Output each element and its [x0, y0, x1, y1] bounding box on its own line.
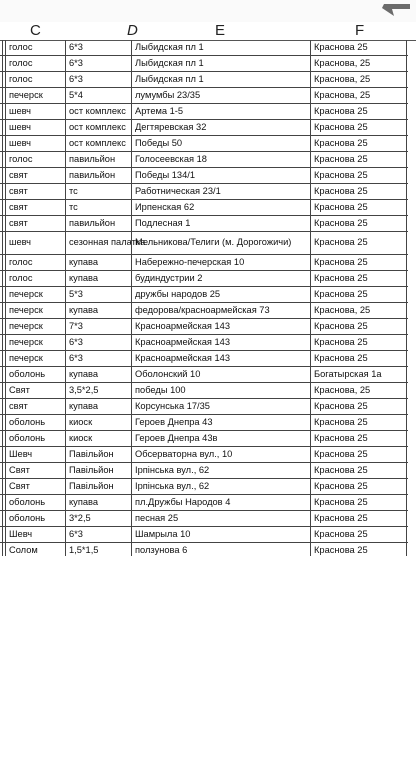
cell-d[interactable]: 6*3: [65, 335, 131, 350]
table-row: [0, 447, 408, 463]
cell-d[interactable]: купава: [65, 303, 131, 318]
cell-f[interactable]: Краснова, 25: [310, 56, 407, 71]
cell-e[interactable]: Обсерваторна вул., 10: [131, 447, 310, 462]
cell-d[interactable]: сезонная палатка: [65, 232, 131, 254]
cell-c[interactable]: Солом: [5, 543, 65, 558]
top-toolbar: [0, 0, 416, 22]
cell-c[interactable]: печерск: [5, 88, 65, 103]
cell-d[interactable]: тс: [65, 200, 131, 215]
cell-e[interactable]: Корсунська 17/35: [131, 399, 310, 414]
cell-c[interactable]: печерск: [5, 319, 65, 334]
table-row: [0, 511, 408, 527]
cell-e[interactable]: Голосеевская 18: [131, 152, 310, 167]
cell-e[interactable]: Героев Днепра 43: [131, 415, 310, 430]
cell-e[interactable]: Мельникова/Телиги (м. Дорогожичи): [131, 232, 310, 254]
cell-f[interactable]: Краснова 25: [310, 415, 407, 430]
cell-d[interactable]: павильйон: [65, 152, 131, 167]
cell-f[interactable]: Краснова, 25: [310, 383, 407, 398]
table-row: [0, 56, 408, 72]
cell-c[interactable]: свят: [5, 168, 65, 183]
cell-d[interactable]: павильйон: [65, 216, 131, 231]
cell-f[interactable]: Краснова 25: [310, 40, 407, 55]
table-row: [0, 479, 408, 495]
cell-e[interactable]: дружбы народов 25: [131, 287, 310, 302]
table-row: [0, 367, 408, 383]
cell-c[interactable]: шевч: [5, 232, 65, 254]
cell-e[interactable]: Оболонский 10: [131, 367, 310, 382]
cell-e[interactable]: победы 100: [131, 383, 310, 398]
cell-e[interactable]: федорова/красноармейская 73: [131, 303, 310, 318]
cell-e[interactable]: Шамрыла 10: [131, 527, 310, 542]
cell-f[interactable]: Краснова 25: [310, 271, 407, 286]
cell-e[interactable]: Дегтяревская 32: [131, 120, 310, 135]
cell-d[interactable]: ост комплекс: [65, 120, 131, 135]
cell-d[interactable]: ост комплекс: [65, 104, 131, 119]
cell-f[interactable]: Краснова 25: [310, 120, 407, 135]
table-row: [0, 271, 408, 287]
table-row: [0, 72, 408, 88]
cell-e[interactable]: песная 25: [131, 511, 310, 526]
cell-f[interactable]: Краснова 25: [310, 431, 407, 446]
cell-f[interactable]: Краснова 25: [310, 543, 407, 558]
cell-d[interactable]: 7*3: [65, 319, 131, 334]
cell-e[interactable]: Красноармейская 143: [131, 319, 310, 334]
cell-c[interactable]: шевч: [5, 104, 65, 119]
table-row: [0, 200, 408, 216]
cell-c[interactable]: Шевч: [5, 527, 65, 542]
cell-c[interactable]: печерск: [5, 351, 65, 366]
cell-d[interactable]: тс: [65, 184, 131, 199]
cell-c[interactable]: оболонь: [5, 495, 65, 510]
cell-c[interactable]: оболонь: [5, 415, 65, 430]
table-row: [0, 527, 408, 543]
cell-c[interactable]: голос: [5, 40, 65, 55]
cell-c[interactable]: печерск: [5, 335, 65, 350]
cell-c[interactable]: голос: [5, 56, 65, 71]
cell-f[interactable]: Краснова 25: [310, 136, 407, 151]
cell-f[interactable]: Краснова, 25: [310, 303, 407, 318]
cell-f[interactable]: Краснова 25: [310, 527, 407, 542]
spreadsheet-grid: [0, 40, 408, 591]
cell-f[interactable]: Краснова, 25: [310, 88, 407, 103]
cell-c[interactable]: шевч: [5, 120, 65, 135]
cell-f[interactable]: Краснова 25: [310, 463, 407, 478]
table-row: [0, 152, 408, 168]
cell-f[interactable]: Краснова 25: [310, 495, 407, 510]
table-row: [0, 399, 408, 415]
cell-e[interactable]: Красноармейская 143: [131, 351, 310, 366]
table-row: [0, 287, 408, 303]
cell-f[interactable]: Краснова 25: [310, 216, 407, 231]
cell-d[interactable]: купава: [65, 495, 131, 510]
cell-f[interactable]: Краснова 25: [310, 168, 407, 183]
cell-e[interactable]: Героев Днепра 43в: [131, 431, 310, 446]
cell-e[interactable]: ползунова 6: [131, 543, 310, 558]
cell-c[interactable]: оболонь: [5, 367, 65, 382]
empty-area: [0, 556, 416, 767]
cell-d[interactable]: 3,5*2,5: [65, 383, 131, 398]
column-header-f[interactable]: F: [355, 22, 365, 39]
column-header-e[interactable]: E: [215, 22, 226, 39]
cell-e[interactable]: Победы 134/1: [131, 168, 310, 183]
cell-c[interactable]: свят: [5, 216, 65, 231]
cell-e[interactable]: Ирпенская 62: [131, 200, 310, 215]
cell-f[interactable]: Краснова 25: [310, 152, 407, 167]
cell-c[interactable]: печерск: [5, 287, 65, 302]
table-row: [0, 88, 408, 104]
back-arrow-icon[interactable]: [378, 0, 414, 20]
table-row: [0, 431, 408, 447]
cell-c[interactable]: Шевч: [5, 447, 65, 462]
table-row: [0, 104, 408, 120]
cell-f[interactable]: Краснова 25: [310, 287, 407, 302]
table-row: [0, 335, 408, 351]
cell-e[interactable]: пл.Дружбы Народов 4: [131, 495, 310, 510]
cell-d[interactable]: купава: [65, 271, 131, 286]
cell-c[interactable]: голос: [5, 255, 65, 270]
cell-e[interactable]: будиндустрии 2: [131, 271, 310, 286]
column-header-d[interactable]: D: [127, 22, 138, 39]
cell-d[interactable]: 3*2,5: [65, 511, 131, 526]
cell-f[interactable]: Краснова, 25: [310, 72, 407, 87]
cell-d[interactable]: 1,5*1,5: [65, 543, 131, 558]
cell-d[interactable]: купава: [65, 255, 131, 270]
column-header-c[interactable]: C: [30, 22, 41, 39]
cell-f[interactable]: Краснова 25: [310, 335, 407, 350]
cell-c[interactable]: печерск: [5, 303, 65, 318]
cell-e[interactable]: Набережно-печерская 10: [131, 255, 310, 270]
cell-e[interactable]: Лыбидская пл 1: [131, 72, 310, 87]
table-row: [0, 184, 408, 200]
cell-c[interactable]: свят: [5, 184, 65, 199]
cell-c[interactable]: Свят: [5, 383, 65, 398]
cell-f[interactable]: Краснова 25: [310, 104, 407, 119]
cell-d[interactable]: купава: [65, 399, 131, 414]
table-row: [0, 319, 408, 335]
cell-e[interactable]: Подлесная 1: [131, 216, 310, 231]
cell-d[interactable]: киоск: [65, 415, 131, 430]
cell-c[interactable]: голос: [5, 72, 65, 87]
cell-c[interactable]: оболонь: [5, 431, 65, 446]
cell-c[interactable]: голос: [5, 152, 65, 167]
table-row: [0, 136, 408, 152]
cell-f[interactable]: Краснова 25: [310, 184, 407, 199]
cell-f[interactable]: Краснова 25: [310, 511, 407, 526]
cell-c[interactable]: свят: [5, 200, 65, 215]
cell-f[interactable]: Краснова 25: [310, 447, 407, 462]
cell-d[interactable]: 6*3: [65, 56, 131, 71]
cell-d[interactable]: 6*3: [65, 527, 131, 542]
cell-e[interactable]: Лыбидская пл 1: [131, 40, 310, 55]
cell-f[interactable]: Краснова 25: [310, 351, 407, 366]
table-row: [0, 120, 408, 136]
table-row: [0, 415, 408, 431]
cell-c[interactable]: Свят: [5, 479, 65, 494]
cell-e[interactable]: Артема 1-5: [131, 104, 310, 119]
table-row: [0, 255, 408, 271]
cell-e[interactable]: Победы 50: [131, 136, 310, 151]
cell-c[interactable]: оболонь: [5, 511, 65, 526]
cell-f[interactable]: Краснова 25: [310, 200, 407, 215]
cell-f[interactable]: Краснова 25: [310, 479, 407, 494]
cell-c[interactable]: голос: [5, 271, 65, 286]
cell-c[interactable]: Свят: [5, 463, 65, 478]
cell-d[interactable]: 6*3: [65, 351, 131, 366]
cell-d[interactable]: Павільйон: [65, 447, 131, 462]
table-row: [0, 168, 408, 184]
cell-e[interactable]: Красноармейская 143: [131, 335, 310, 350]
cell-f[interactable]: Краснова 25: [310, 399, 407, 414]
cell-d[interactable]: купава: [65, 367, 131, 382]
cell-e[interactable]: Ірпінська вул., 62: [131, 479, 310, 494]
table-row: [0, 232, 408, 255]
cell-e[interactable]: лумумбы 23/35: [131, 88, 310, 103]
cell-d[interactable]: ост комплекс: [65, 136, 131, 151]
cell-f[interactable]: Краснова 25: [310, 232, 407, 254]
cell-d[interactable]: Павільйон: [65, 463, 131, 478]
cell-d[interactable]: 5*4: [65, 88, 131, 103]
table-row: [0, 216, 408, 232]
cell-e[interactable]: Лыбидская пл 1: [131, 56, 310, 71]
cell-d[interactable]: 6*3: [65, 72, 131, 87]
cell-e[interactable]: Работническая 23/1: [131, 184, 310, 199]
table-row: [0, 383, 408, 399]
table-row: [0, 40, 408, 56]
cell-e[interactable]: Ірпінська вул., 62: [131, 463, 310, 478]
table-row: [0, 303, 408, 319]
cell-d[interactable]: павильйон: [65, 168, 131, 183]
cell-d[interactable]: 6*3: [65, 40, 131, 55]
cell-d[interactable]: киоск: [65, 431, 131, 446]
table-row: [0, 463, 408, 479]
cell-f[interactable]: Краснова 25: [310, 319, 407, 334]
column-header-row: [0, 22, 416, 41]
table-row: [0, 495, 408, 511]
cell-f[interactable]: Краснова 25: [310, 255, 407, 270]
cell-c[interactable]: шевч: [5, 136, 65, 151]
table-row: [0, 351, 408, 367]
cell-f[interactable]: Богатырская 1а: [310, 367, 407, 382]
cell-c[interactable]: свят: [5, 399, 65, 414]
cell-d[interactable]: Павільйон: [65, 479, 131, 494]
cell-d[interactable]: 5*3: [65, 287, 131, 302]
